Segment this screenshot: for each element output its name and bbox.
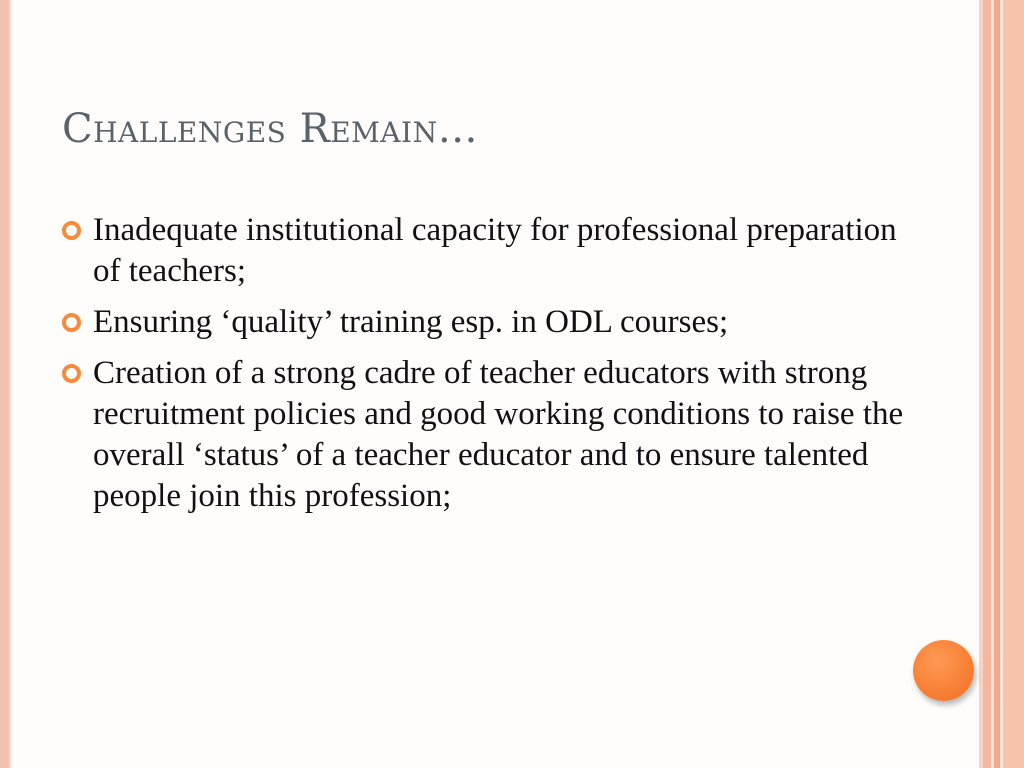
slide-title: Challenges Remain… (62, 106, 479, 152)
right-border-stripe (1003, 0, 1024, 768)
bullet-text: Inadequate institutional capacity for professional preparation of teachers; (93, 212, 897, 289)
bullet-list (62, 210, 922, 527)
right-border-stripe (983, 0, 991, 768)
bullet-item (62, 353, 922, 517)
left-border-band (0, 0, 9, 768)
bullet-item (62, 302, 922, 343)
bullet-item (62, 210, 922, 292)
bullet-text: Ensuring ‘quality’ training esp. in ODL courses; (93, 304, 729, 340)
orange-circle-decoration (913, 640, 974, 701)
bullet-text: Creation of a strong cadre of teacher educators with strong recruitment policies and good working conditions to raise the overall ‘status’ of a teacher educator and to ensure talented people join this profession; (93, 355, 904, 514)
ring-bullet-icon (62, 364, 81, 383)
ring-bullet-icon (62, 313, 81, 332)
ring-bullet-icon (62, 221, 81, 240)
